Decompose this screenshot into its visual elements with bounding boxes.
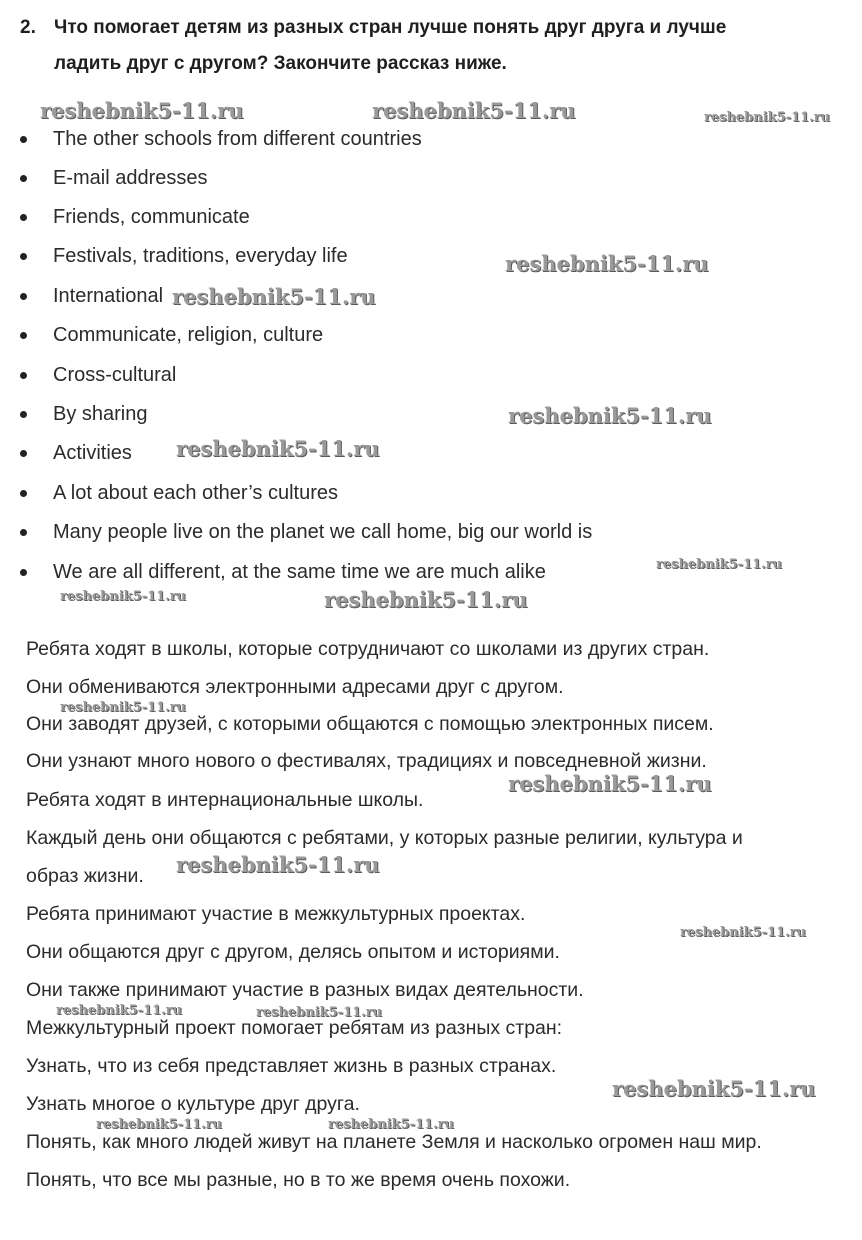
story-paragraph: Каждый день они общаются с ребятами, у которых разные религии, культура и [26, 827, 743, 849]
story-paragraph: Они заводят друзей, с которыми общаются с помощью электронных писем. [26, 713, 714, 735]
bullet-icon [20, 332, 27, 339]
bullet-icon [20, 253, 27, 260]
watermark: reshebnik5-11.ru [508, 403, 712, 428]
watermark: reshebnik5-11.ru [176, 852, 380, 877]
story-paragraph: Они узнают много нового о фестивалях, традициях и повседневной жизни. [26, 750, 707, 772]
watermark: reshebnik5-11.ru [324, 587, 528, 612]
story-paragraph: Они обмениваются электронными адресами друг с другом. [26, 676, 564, 698]
bullet-icon [20, 411, 27, 418]
story-paragraph: Узнать, что из себя представляет жизнь в разных странах. [26, 1055, 557, 1077]
watermark: reshebnik5-11.ru [704, 110, 831, 125]
watermark: reshebnik5-11.ru [505, 251, 709, 276]
watermark: reshebnik5-11.ru [612, 1076, 816, 1101]
watermark: reshebnik5-11.ru [680, 925, 807, 940]
watermark: reshebnik5-11.ru [96, 1117, 223, 1132]
watermark: reshebnik5-11.ru [328, 1117, 455, 1132]
watermark: reshebnik5-11.ru [508, 771, 712, 796]
story-paragraph: Ребята принимают участие в межкультурных проектах. [26, 903, 526, 925]
bullet-icon [20, 569, 27, 576]
story-paragraph: Ребята ходят в школы, которые сотрудничают со школами из других стран. [26, 638, 710, 660]
worksheet-page: 2. Что помогает детям из разных стран лучше понять друг друга и лучше ладить друг с другом? Закончите рассказ ниже. The other schools from different countries E-mail addresses Friends, communicate Festivals, traditions, everyday life International Communicate, religion, culture Cross-cultural By sharing Activities A lot about each other’s cultures Many people live on the planet we call home, big our world is We are all different, at the same time we are much alike Ребята ходят в школы, которые сотрудничают со школами из других стран. Они обмениваются электронными адресами друг с другом. Они заводят друзей, с которыми общаются с помощью электронных писем. Они узнают много нового о фестивалях, традициях и повседневной жизни. Ребята ходят в интернациональные школы. Каждый день они общаются с ребятами, у которых разные религии, культура и образ жизни. Ребята принимают участие в межкультурных проектах. Они общаются друг с другом, делясь опытом и историями. Они также принимают участие в разных видах деятельности. Межкультурный проект помогает ребятам из разных стран: Узнать, что из себя представляет жизнь в разных странах. Узнать многое о культуре друг друга. Понять, как много людей живут на планете Земля и насколько огромен наш мир. Понять, что все мы разные, но в то же время очень похожи. reshebnik5-11.ru reshebnik5-11.ru reshebnik5-11.ru reshebnik5-11.ru reshebnik5-11.ru reshebnik5-11.ru reshebnik5-11.ru reshebnik5-11.ru reshebnik5-11.ru reshebnik5-11.ru reshebnik5-11.ru reshebnik5-11.ru reshebnik5-11.ru reshebnik5-11.ru reshebnik5-11.ru reshebnik5-11.ru reshebnik5-11.ru reshebnik5-11.ru reshebnik5-11.ru [0, 0, 862, 1240]
bullet-icon [20, 372, 27, 379]
bullet-icon [20, 490, 27, 497]
watermark: reshebnik5-11.ru [176, 436, 380, 461]
story-paragraph: Узнать многое о культуре друг друга. [26, 1093, 360, 1115]
watermark: reshebnik5-11.ru [40, 98, 244, 123]
story-paragraph: Ребята ходят в интернациональные школы. [26, 789, 424, 811]
bullet-icon [20, 136, 27, 143]
watermark: reshebnik5-11.ru [60, 700, 187, 715]
task-question-line-1: Что помогает детям из разных стран лучше понять друг друга и лучше [54, 17, 727, 38]
watermark: reshebnik5-11.ru [256, 1005, 383, 1020]
watermark: reshebnik5-11.ru [656, 557, 783, 572]
story-paragraph: Они также принимают участие в разных видах деятельности. [26, 979, 584, 1001]
task-question [54, 10, 854, 82]
story-paragraph: Они общаются друг с другом, делясь опытом и историями. [26, 941, 560, 963]
bullet-icon [20, 175, 27, 182]
story-paragraph: Понять, как много людей живут на планете Земля и насколько огромен наш мир. [26, 1131, 762, 1153]
task-question-line-2: ладить друг с другом? Закончите рассказ ниже. [54, 53, 507, 74]
bullet-icon [20, 214, 27, 221]
story-paragraph: Межкультурный проект помогает ребятам из разных стран: [26, 1017, 563, 1039]
story-paragraph: Понять, что все мы разные, но в то же время очень похожи. [26, 1169, 571, 1191]
bullet-icon [20, 293, 27, 300]
watermark: reshebnik5-11.ru [172, 284, 376, 309]
watermark: reshebnik5-11.ru [60, 589, 187, 604]
bullet-icon [20, 450, 27, 457]
bullet-icon [20, 529, 27, 536]
story-paragraph: образ жизни. [26, 865, 144, 887]
watermark: reshebnik5-11.ru [56, 1003, 183, 1018]
task-number: 2. [20, 17, 36, 38]
watermark: reshebnik5-11.ru [372, 98, 576, 123]
